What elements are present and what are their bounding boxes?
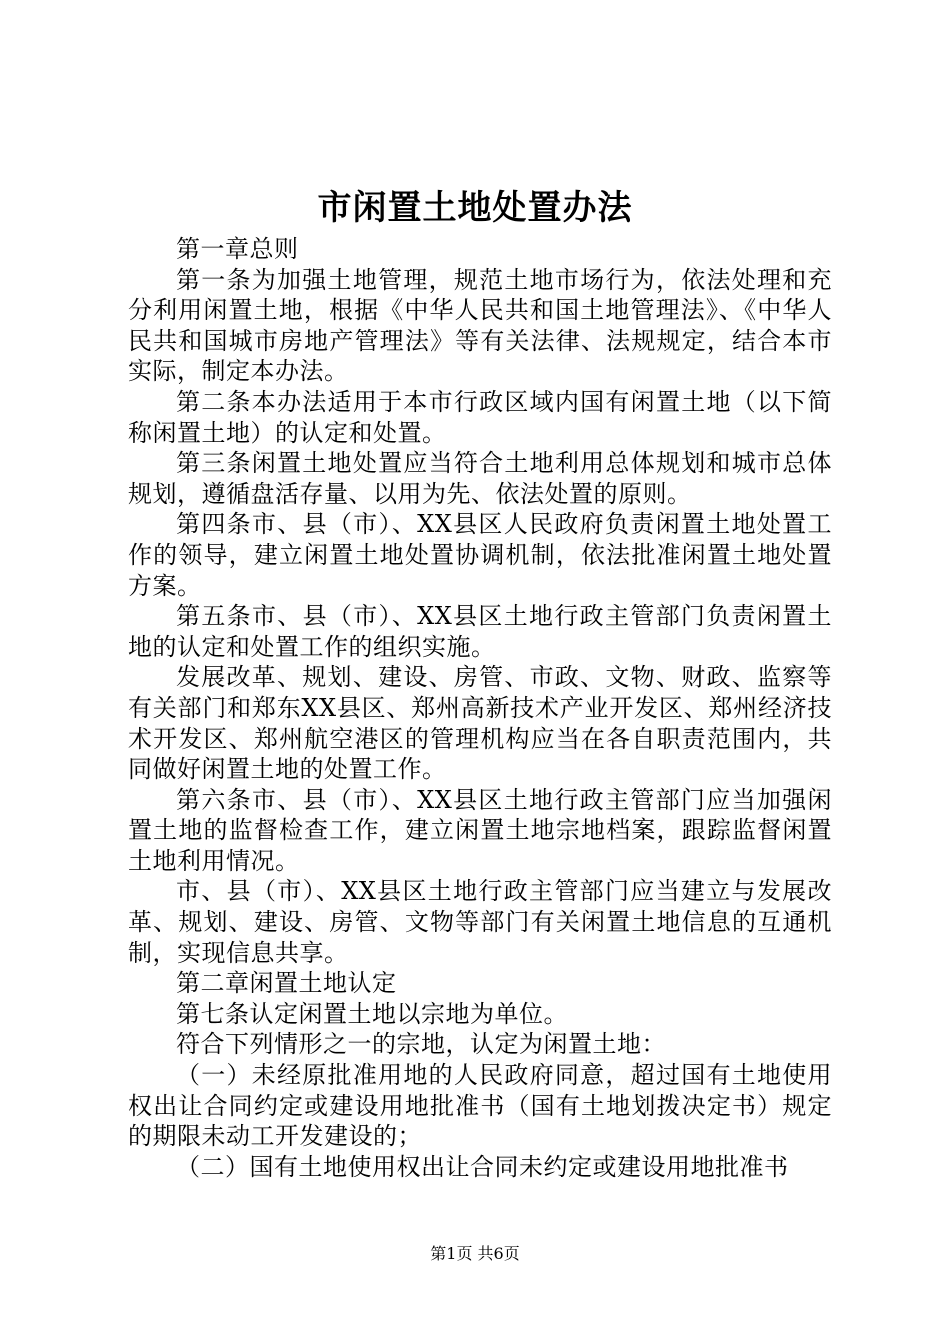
document-title: 市闲置土地处置办法 [317,188,633,228]
page-number-footer: 第1页 共6页 [430,1244,520,1263]
paragraph-chapter-2: 第二章闲置土地认定 [176,969,397,998]
paragraph-article-7: 第七条认定闲置土地以宗地为单位。 [176,999,568,1028]
paragraph-article-6: 第六条市、县（市）、XX县区土地行政主管部门应当加强闲置土地的监督检查工作，建立闲置土地宗地档案，跟踪监督闲置土地利用情况。 [128,785,832,875]
paragraph-article-2: 第二条本办法适用于本市行政区域内国有闲置土地（以下简称闲置土地）的认定和处置。 [128,387,832,447]
paragraph-article-6-cont: 市、县（市）、XX县区土地行政主管部门应当建立与发展改革、规划、建设、房管、文物等部门有关闲置土地信息的互通机制，实现信息共享。 [128,877,832,967]
paragraph-article-5: 第五条市、县（市）、XX县区土地行政主管部门负责闲置土地的认定和处置工作的组织实施。 [128,602,832,661]
paragraph-article-4: 第四条市、县（市）、XX县区人民政府负责闲置土地处置工作的领导，建立闲置土地处置协调机制，依法批准闲置土地处置方案。 [128,510,832,600]
paragraph-item-2: （二）国有土地使用权出让合同未约定或建设用地批准书 [176,1152,789,1181]
paragraph-item-1: （一）未经原批准用地的人民政府同意，超过国有土地使用权出让合同约定或建设用地批准书（国有土地划拨决定书）规定的期限未动工开发建设的； [128,1061,832,1151]
paragraph-chapter-1: 第一章总则 [176,235,299,263]
paragraph-article-1: 第一条为加强土地管理，规范土地市场行为，依法处理和充分利用闲置土地，根据《中华人民共和国土地管理法》、《中华人民共和国城市房地产管理法》等有关法律、法规规定，结合本市实际，制定本办法。 [128,265,832,386]
document-body [128,234,832,1182]
paragraph-article-3: 第三条闲置土地处置应当符合土地利用总体规划和城市总体规划，遵循盘活存量、以用为先、依法处置的原则。 [128,449,832,508]
paragraph-article-5-cont: 发展改革、规划、建设、房管、市政、文物、财政、监察等有关部门和郑东XX县区、郑州高新技术产业开发区、郑州经济技术开发区、郑州航空港区的管理机构应当在各自职责范围内，共同做好闲置土地的处置工作。 [128,663,832,784]
paragraph-article-7-cont: 符合下列情形之一的宗地，认定为闲置土地： [176,1030,666,1059]
